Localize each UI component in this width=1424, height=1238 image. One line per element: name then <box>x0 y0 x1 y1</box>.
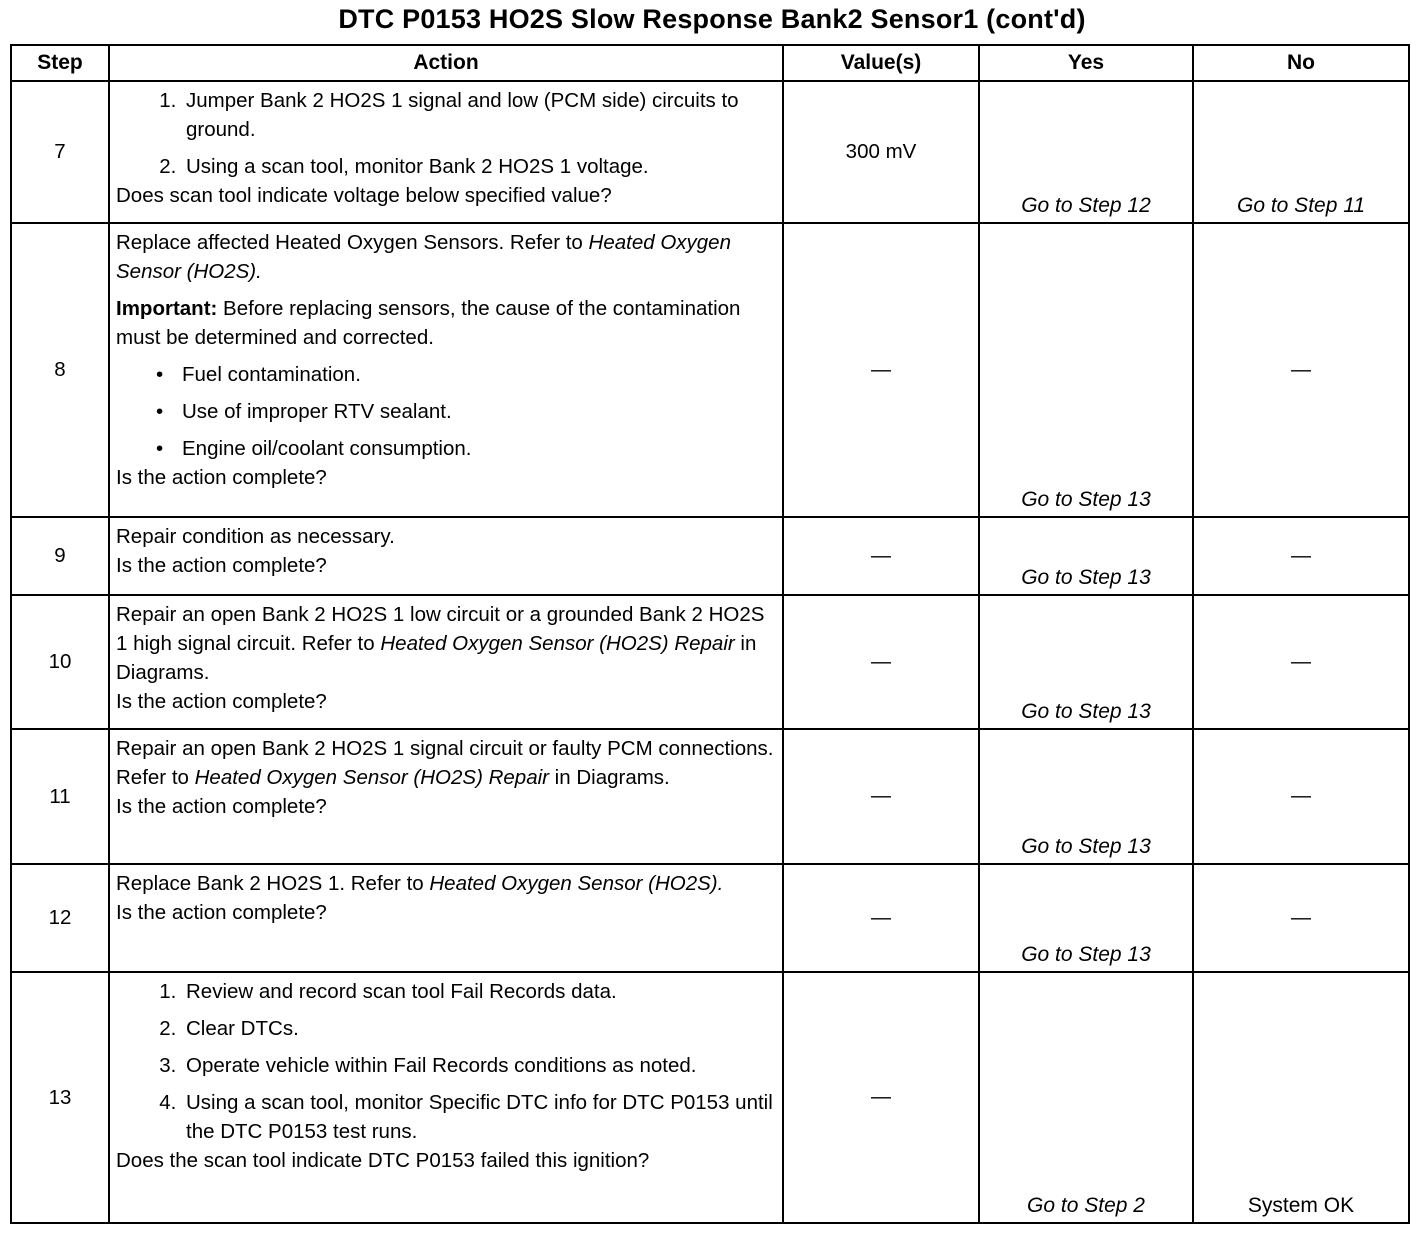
value-cell: — <box>783 972 979 1223</box>
yes-cell: Go to Step 13 <box>979 729 1193 864</box>
step-number: 7 <box>11 81 109 223</box>
yes-cell: Go to Step 13 <box>979 864 1193 972</box>
action-cell <box>109 223 783 517</box>
table-row <box>11 595 1409 729</box>
yes-cell: Go to Step 13 <box>979 223 1193 517</box>
step-number: 13 <box>11 972 109 1223</box>
yes-cell: Go to Step 2 <box>979 972 1193 1223</box>
no-cell: — <box>1193 864 1409 972</box>
step-number: 12 <box>11 864 109 972</box>
action-text: Repair an open Bank 2 HO2S 1 low circuit or a grounded Bank 2 HO2S 1 high signal circuit. Refer to Heated Oxygen Sensor (HO2S) Repair in Diagrams. <box>116 603 765 684</box>
value-cell: — <box>783 595 979 729</box>
action-cell <box>109 864 783 972</box>
action-question: Is the action complete? <box>116 554 327 577</box>
reference-link: Heated Oxygen Sensor (HO2S) Repair <box>380 632 735 655</box>
action-cell <box>109 729 783 864</box>
yes-cell: Go to Step 13 <box>979 517 1193 595</box>
action-cell <box>109 595 783 729</box>
page-title: DTC P0153 HO2S Slow Response Bank2 Sensor1 (cont'd) <box>338 4 1086 34</box>
step-number: 9 <box>11 517 109 595</box>
yes-cell: Go to Step 13 <box>979 595 1193 729</box>
action-text: Repair an open Bank 2 HO2S 1 signal circuit or faulty PCM connections. Refer to Heated Oxygen Sensor (HO2S) Repair in Diagrams. <box>116 737 774 789</box>
header-values: Value(s) <box>783 45 979 81</box>
action-text: Repair condition as necessary. <box>116 525 395 548</box>
table-row <box>11 81 1409 223</box>
table-row <box>11 972 1409 1223</box>
header-yes: Yes <box>979 45 1193 81</box>
list-item: • Engine oil/coolant consumption. <box>182 434 776 463</box>
list-item: 1. Jumper Bank 2 HO2S 1 signal and low (PCM side) circuits to ground. <box>182 86 776 144</box>
important-note: Important: Before replacing sensors, the cause of the contamination must be determined and corrected. <box>116 297 741 349</box>
action-cell <box>109 81 783 223</box>
yes-cell: Go to Step 12 <box>979 81 1193 223</box>
action-list <box>116 86 776 181</box>
step-number: 8 <box>11 223 109 517</box>
action-question: Is the action complete? <box>116 690 327 713</box>
reference-link: Heated Oxygen Sensor (HO2S). <box>116 231 731 283</box>
step-number: 11 <box>11 729 109 864</box>
value-cell: 300 mV <box>783 81 979 223</box>
no-cell: — <box>1193 595 1409 729</box>
list-item: 2. Using a scan tool, monitor Bank 2 HO2S 1 voltage. <box>182 152 776 181</box>
value-cell: — <box>783 517 979 595</box>
value-cell: — <box>783 729 979 864</box>
value-cell: — <box>783 864 979 972</box>
list-item: 3. Operate vehicle within Fail Records conditions as noted. <box>182 1051 776 1080</box>
reference-link: Heated Oxygen Sensor (HO2S). <box>429 872 724 895</box>
action-text: Replace affected Heated Oxygen Sensors. Refer to Heated Oxygen Sensor (HO2S). <box>116 231 731 283</box>
reference-link: Heated Oxygen Sensor (HO2S) Repair <box>194 766 549 789</box>
action-list <box>116 977 776 1146</box>
no-cell: — <box>1193 517 1409 595</box>
list-item: 1. Review and record scan tool Fail Records data. <box>182 977 776 1006</box>
bullet-list <box>116 360 776 463</box>
no-cell: System OK <box>1193 972 1409 1223</box>
table-row <box>11 223 1409 517</box>
step-number: 10 <box>11 595 109 729</box>
action-cell <box>109 517 783 595</box>
no-cell: — <box>1193 223 1409 517</box>
action-question: Is the action complete? <box>116 795 327 818</box>
header-no: No <box>1193 45 1409 81</box>
action-text: Replace Bank 2 HO2S 1. Refer to Heated Oxygen Sensor (HO2S). <box>116 872 724 895</box>
list-item: • Use of improper RTV sealant. <box>182 397 776 426</box>
important-label: Important: <box>116 297 218 320</box>
action-question: Does the scan tool indicate DTC P0153 failed this ignition? <box>116 1149 650 1172</box>
diagnostic-table <box>10 44 1410 1224</box>
header-action: Action <box>109 45 783 81</box>
value-cell: — <box>783 223 979 517</box>
list-item: 2. Clear DTCs. <box>182 1014 776 1043</box>
list-item: • Fuel contamination. <box>182 360 776 389</box>
action-question: Is the action complete? <box>116 466 327 489</box>
table-row <box>11 517 1409 595</box>
action-question: Does scan tool indicate voltage below specified value? <box>116 184 612 207</box>
header-step: Step <box>11 45 109 81</box>
action-cell <box>109 972 783 1223</box>
list-item: 4. Using a scan tool, monitor Specific DTC info for DTC P0153 until the DTC P0153 test runs. <box>182 1088 776 1146</box>
no-cell: — <box>1193 729 1409 864</box>
table-row <box>11 864 1409 972</box>
table-header-row <box>11 45 1409 81</box>
table-row <box>11 729 1409 864</box>
no-cell: Go to Step 11 <box>1193 81 1409 223</box>
action-question: Is the action complete? <box>116 901 327 924</box>
